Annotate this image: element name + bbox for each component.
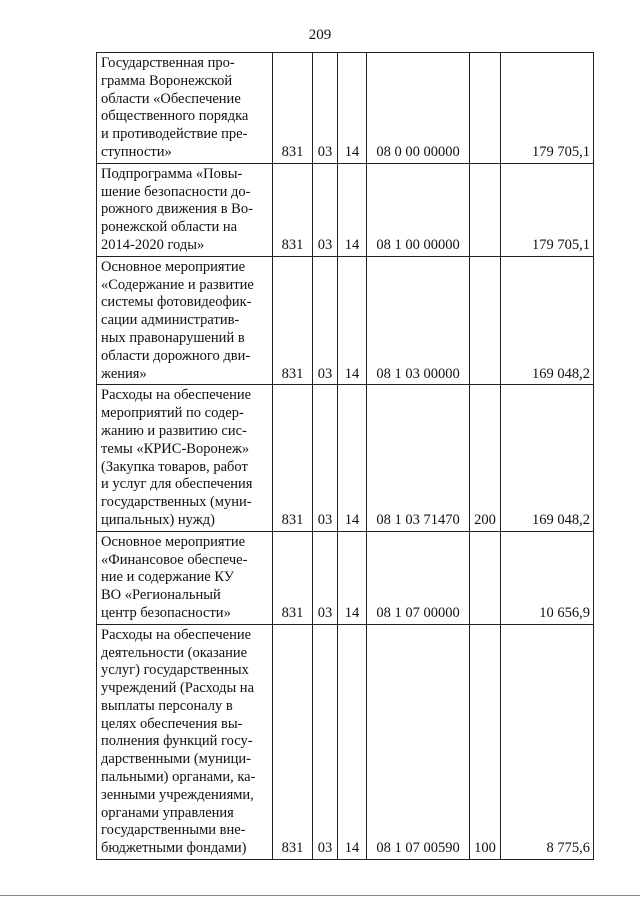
row-name-cell: Государственная про- грамма Воронежской области «Обеспечение общественного порядка и противодействие пре- ступности»	[97, 53, 273, 164]
row-name-cell: Расходы на обеспечение деятельности (оказание услуг) государственных учреждений (Расходы на выплаты персоналу в целях обеспечения вы- полнения функций госу- дарственными (муници- пальными) органами, ка- зенными учреждениями, органами управления государственными вне- бюджетными фондами)	[97, 624, 273, 859]
page-number: 209	[308, 27, 332, 43]
row-name-cell: Основное мероприятие «Содержание и развитие системы фотовидеофик- сации административ- ных правонарушений в области дорожного дви- жения»	[97, 256, 273, 385]
table-row	[97, 256, 594, 385]
target-article-cell: 08 1 03 71470	[367, 385, 470, 531]
amount-cell: 10 656,9	[501, 531, 594, 624]
table-row	[97, 531, 594, 624]
amount-cell: 179 705,1	[501, 53, 594, 164]
subsection-cell: 14	[338, 624, 367, 859]
department-code-cell: 831	[273, 163, 313, 256]
subsection-cell: 14	[338, 163, 367, 256]
expense-type-cell	[470, 531, 501, 624]
target-article-cell: 08 1 07 00590	[367, 624, 470, 859]
department-code-cell: 831	[273, 385, 313, 531]
expense-type-cell	[470, 256, 501, 385]
expense-type-cell	[470, 163, 501, 256]
subsection-cell: 14	[338, 53, 367, 164]
target-article-cell: 08 1 03 00000	[367, 256, 470, 385]
table-row	[97, 385, 594, 531]
budget-table	[96, 52, 594, 860]
section-cell: 03	[313, 53, 338, 164]
department-code-cell: 831	[273, 256, 313, 385]
row-name-cell: Расходы на обеспечение мероприятий по содер- жанию и развитию сис- темы «КРИС-Воронеж» (Закупка товаров, работ и услуг для обеспечения государственных (муни- ципальных) нужд)	[97, 385, 273, 531]
table-row	[97, 163, 594, 256]
subsection-cell: 14	[338, 531, 367, 624]
page-bottom-rule	[0, 895, 640, 896]
department-code-cell: 831	[273, 53, 313, 164]
department-code-cell: 831	[273, 624, 313, 859]
target-article-cell: 08 1 07 00000	[367, 531, 470, 624]
budget-table-body	[97, 53, 594, 860]
amount-cell: 169 048,2	[501, 256, 594, 385]
section-cell: 03	[313, 624, 338, 859]
expense-type-cell: 200	[470, 385, 501, 531]
row-name-cell: Подпрограмма «Повы- шение безопасности до- рожного движения в Во- ронежской области на 2014-2020 годы»	[97, 163, 273, 256]
section-cell: 03	[313, 385, 338, 531]
department-code-cell: 831	[273, 531, 313, 624]
subsection-cell: 14	[338, 256, 367, 385]
expense-type-cell	[470, 53, 501, 164]
section-cell: 03	[313, 163, 338, 256]
expense-type-cell: 100	[470, 624, 501, 859]
subsection-cell: 14	[338, 385, 367, 531]
section-cell: 03	[313, 531, 338, 624]
table-row	[97, 624, 594, 859]
amount-cell: 179 705,1	[501, 163, 594, 256]
amount-cell: 169 048,2	[501, 385, 594, 531]
target-article-cell: 08 1 00 00000	[367, 163, 470, 256]
section-cell: 03	[313, 256, 338, 385]
target-article-cell: 08 0 00 00000	[367, 53, 470, 164]
table-row	[97, 53, 594, 164]
row-name-cell: Основное мероприятие «Финансовое обеспече- ние и содержание КУ ВО «Региональный центр безопасности»	[97, 531, 273, 624]
amount-cell: 8 775,6	[501, 624, 594, 859]
